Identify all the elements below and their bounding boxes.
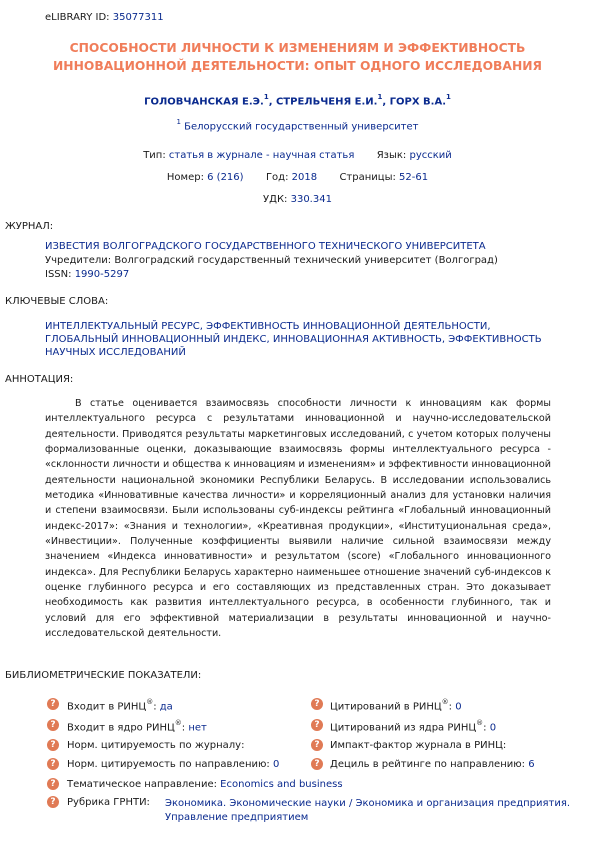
journal-heading: ЖУРНАЛ: bbox=[5, 221, 54, 232]
affiliation-sup: 1 bbox=[176, 118, 181, 126]
stat-cited-core: Цитирований из ядра РИНЦ®: 0 bbox=[330, 719, 497, 734]
pages-label: Страницы: bbox=[339, 172, 400, 183]
stat-impact-factor: Импакт-фактор журнала в РИНЦ: bbox=[330, 740, 507, 751]
help-icon[interactable]: ? bbox=[47, 739, 59, 751]
stat-value: 0 bbox=[272, 759, 280, 770]
author-link[interactable]: ГОРХ В.А. bbox=[389, 96, 446, 108]
elibrary-id-link[interactable]: 35077311 bbox=[112, 12, 164, 23]
journal-block bbox=[45, 240, 498, 282]
journal-name-link[interactable]: ИЗВЕСТИЯ ВОЛГОГРАДСКОГО ГОСУДАРСТВЕННОГО ТЕХНИЧЕСКОГО УНИВЕРСИТЕТА bbox=[45, 241, 486, 252]
type-label: Тип: bbox=[143, 150, 169, 161]
udk-label: УДК: bbox=[263, 194, 291, 205]
stat-rinc-included: Входит в РИНЦ®: да bbox=[67, 698, 173, 713]
help-icon[interactable]: ? bbox=[47, 778, 59, 790]
keyword-link[interactable]: ЭФФЕКТИВНОСТЬ НАУЧНЫХ ИССЛЕДОВАНИЙ bbox=[45, 334, 542, 358]
issn-value: 1990-5297 bbox=[74, 269, 130, 280]
affiliation bbox=[0, 119, 595, 132]
stat-cited-rinc: Цитирований в РИНЦ®: 0 bbox=[330, 698, 462, 713]
keyword-link[interactable]: ИНТЕЛЛЕКТУАЛЬНЫЙ РЕСУРС bbox=[45, 321, 200, 332]
author-link[interactable]: ГОЛОВЧАНСКАЯ Е.Э. bbox=[144, 96, 264, 108]
stat-core-included: Входит в ядро РИНЦ®: нет bbox=[67, 719, 207, 734]
pages-value: 52-61 bbox=[399, 172, 429, 183]
help-icon[interactable]: ? bbox=[311, 698, 323, 710]
year-value: 2018 bbox=[291, 172, 318, 183]
stat-value: да bbox=[159, 701, 173, 713]
keywords-heading: КЛЮЧЕВЫЕ СЛОВА: bbox=[5, 296, 109, 307]
help-icon[interactable]: ? bbox=[47, 698, 59, 710]
author-link[interactable]: СТРЕЛЬЧЕНЯ Е.И. bbox=[275, 96, 378, 108]
stat-value: 0 bbox=[455, 701, 462, 713]
author-affil-sup: 1 bbox=[263, 93, 269, 101]
help-icon[interactable]: ? bbox=[311, 719, 323, 731]
meta-type-language bbox=[0, 150, 595, 161]
annotation-heading: АННОТАЦИЯ: bbox=[5, 374, 74, 385]
authors-list: ГОЛОВЧАНСКАЯ Е.Э.$^1$, СТРЕЛЬЧЕНЯ Е.И.$^1$, ГОРХ В.А.$^1$ bbox=[144, 93, 451, 108]
help-icon[interactable]: ? bbox=[47, 758, 59, 770]
keywords-list: ИНТЕЛЛЕКТУАЛЬНЫЙ РЕСУРС, ЭФФЕКТИВНОСТЬ ИННОВАЦИОННОЙ ДЕЯТЕЛЬНОСТИ, ГЛОБАЛЬНЫЙ ИННОВАЦИОННЫЙ ИНДЕКС, ИННОВАЦИОННАЯ АКТИВНОСТЬ, ЭФФЕКТИВНОСТЬ НАУЧНЫХ ИССЛЕДОВАНИЙ bbox=[45, 321, 542, 358]
author-affil-sup: 1 bbox=[446, 93, 451, 101]
number-link[interactable]: 6 (216) bbox=[207, 172, 244, 183]
keyword-link[interactable]: ИННОВАЦИОННАЯ АКТИВНОСТЬ bbox=[272, 334, 442, 345]
founder-label: Учредители: bbox=[45, 255, 115, 266]
help-icon[interactable]: ? bbox=[47, 796, 59, 808]
help-icon[interactable]: ? bbox=[47, 719, 59, 731]
stat-decile: Дециль в рейтинге по направлению: 6 bbox=[330, 759, 535, 770]
stat-rubric-label: Рубрика ГРНТИ: bbox=[67, 797, 150, 808]
elibrary-id bbox=[45, 12, 164, 23]
abstract-text: В статье оценивается взаимосвязь способности личности к инновациям как формы интеллектуального ресурса с результатами инновационной и научно-исследовательской деятельности. Приводятся результаты маркетинговых исследований, с учетом которых получены формализованные оценки, доказывающие взаимосвязь формы интеллектуального ресурса - «склонности личности и общества к инновациям и изменениям» и эффективности инновационной деятельности национальной экономики Республики Беларусь. В исследовании использовались методика «Инновативные качества личности» и корреляционный анализ для установки наличия и степени взаимосвязи. Были использованы суб-индексы рейтинга «Глобальный инновационный индекс-2017»: «Знания и технологии», «Креативная продукции», «Институциональная среда», «Инвестиции». Полученные коэффициенты выявили наличие сильной взаимосвязи между значением «Индекса инновативности» и результатом (score) «Глобального инновационного индекса». Для Республики Беларусь характерно наименьшее отношение значений суб-индексов к оценке глубинного ресурса и его составляющих из представленных стран. Это доказывает необходимость как развития интеллектуального ресурса, в особенности глубинного, так и условий для его эффективной материализации в результаты инновационной и научно-исследовательской деятельности. bbox=[45, 398, 551, 640]
language-value: русский bbox=[409, 150, 452, 161]
title-line-1: СПОСОБНОСТИ ЛИЧНОСТИ К ИЗМЕНЕНИЯМ И ЭФФЕКТИВНОСТЬ bbox=[69, 41, 526, 55]
help-icon[interactable]: ? bbox=[311, 739, 323, 751]
elibrary-id-label: eLIBRARY ID: bbox=[45, 12, 113, 23]
affiliation-link[interactable]: Белорусский государственный университет bbox=[184, 121, 419, 133]
stat-norm-journal: Норм. цитируемость по журналу: bbox=[67, 740, 245, 751]
stat-value: 6 bbox=[528, 759, 535, 770]
keyword-link[interactable]: ЭФФЕКТИВНОСТЬ ИННОВАЦИОННОЙ ДЕЯТЕЛЬНОСТИ bbox=[206, 321, 488, 332]
number-label: Номер: bbox=[166, 172, 208, 183]
meta-issue bbox=[0, 172, 595, 183]
type-value: статья в журнале - научная статья bbox=[168, 150, 355, 161]
keyword-link[interactable]: ГЛОБАЛЬНЫЙ ИННОВАЦИОННЫЙ ИНДЕКС bbox=[45, 334, 267, 345]
udk-value: 330.341 bbox=[290, 194, 332, 205]
article-title bbox=[40, 39, 555, 75]
stat-rubric-value: Экономика. Экономические науки / Экономика и организация предприятия. Управление предприятием bbox=[165, 798, 571, 823]
stat-thematic: Тематическое направление: Economics and business bbox=[67, 779, 343, 790]
language-label: Язык: bbox=[376, 150, 410, 161]
stat-value: нет bbox=[188, 722, 207, 734]
founder-value: Волгоградский государственный технический университет (Волгоград) bbox=[114, 255, 498, 266]
issn-label: ISSN: bbox=[45, 269, 75, 280]
author-affil-sup: 1 bbox=[377, 93, 383, 101]
rubric-link[interactable]: Экономика. Экономические науки bbox=[165, 798, 346, 809]
rubric-link[interactable]: Экономика и организация предприятия. bbox=[355, 798, 571, 809]
help-icon[interactable]: ? bbox=[311, 758, 323, 770]
rubric-link-cont[interactable]: Управление предприятием bbox=[165, 812, 309, 823]
year-label: Год: bbox=[265, 172, 292, 183]
stat-value: Economics and business bbox=[220, 779, 343, 790]
meta-udk bbox=[0, 194, 595, 205]
bibliometrics-heading: БИБЛИОМЕТРИЧЕСКИЕ ПОКАЗАТЕЛИ: bbox=[5, 670, 202, 681]
stat-norm-direction: Норм. цитируемость по направлению: 0 bbox=[67, 759, 280, 770]
title-line-2: ИННОВАЦИОННОЙ ДЕЯТЕЛЬНОСТИ: ОПЫТ ОДНОГО ИССЛЕДОВАНИЯ bbox=[53, 59, 542, 73]
stat-value: 0 bbox=[489, 722, 497, 734]
